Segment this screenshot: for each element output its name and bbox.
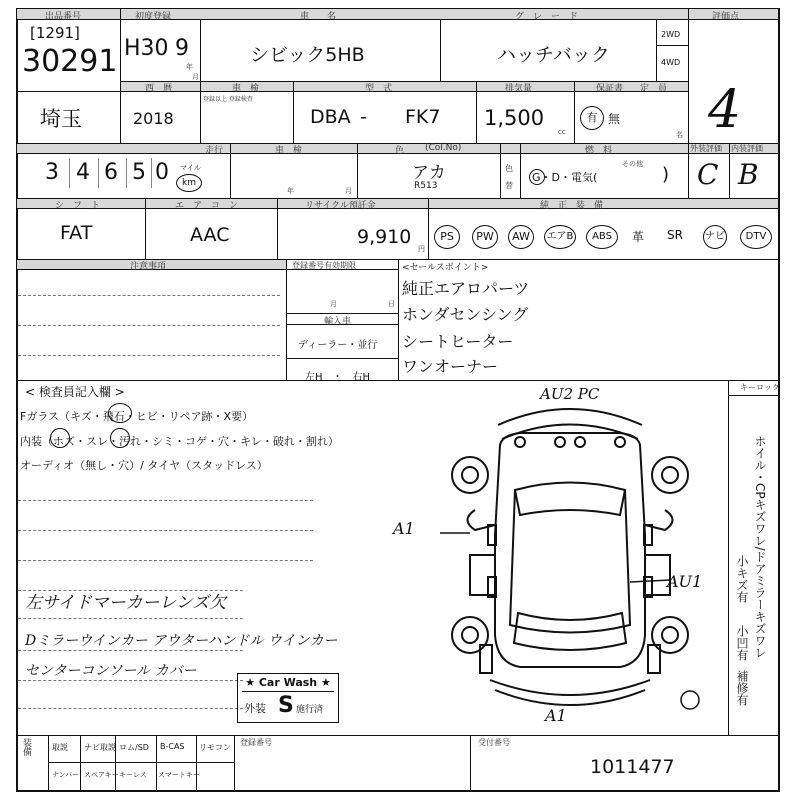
header-seats: 定 員 [640,84,668,94]
first-reg-era: H30 [124,36,169,61]
equipment-ps: PS [434,225,460,249]
header-car-name: 車 名 [300,12,337,22]
header-shift: シ フ ト [55,201,101,211]
header-key: キーロック [740,383,780,392]
header-color-no: (Col.No) [425,143,462,153]
car-diagram [440,395,703,725]
drive-2wd: 2WD [661,30,681,39]
header-inspection: 車 検 [232,84,260,94]
model-prefix: DBA [310,106,351,128]
seats-unit: 名 [676,131,683,139]
header-reg-no: 登録番号 [240,738,272,747]
side-text-main: ホイル・CPキズワレ/ドアミラーキズワレ [753,435,767,659]
reception-number: 1011477 [590,756,675,778]
inspector-line: Fガラス（キズ・飛石・ヒビ・リペア跡・X要） [20,410,254,423]
mileage-digit: 3 [45,160,59,185]
mileage-digit: 5 [132,160,146,185]
mileage-digit: 0 [155,160,169,185]
dirt-mark-circle [110,428,130,448]
header-auction-no: 受付番号 [478,738,510,747]
year-unit: 年 [186,63,193,71]
header-color: 色 [395,146,405,156]
handwritten-note-1: 左サイドマーカーレンズ欠 [25,593,227,613]
header-recycle: リサイクル預託金 [305,201,376,211]
mileage-unit-miles: マイル [180,164,201,172]
region: 埼玉 [40,107,82,131]
equipment-abs: ABS [586,225,618,249]
import-dealer: ディーラー・並行 [298,340,378,351]
inspection-month-unit: 月 [345,187,352,195]
equipment-leather: 革 [632,230,645,244]
side-text-scratch: 小キズ有 [735,555,749,603]
sales-point: ワンオーナー [402,357,499,376]
handwritten-right-mark: AU1 [667,572,703,591]
first-reg-month: 9 [175,36,189,61]
displacement-value: 1,500 [484,106,545,130]
equipment-aw: AW [508,225,534,249]
displacement-unit: cc [558,128,566,136]
fuel-other: その他 [622,160,643,168]
footer-item: B-CAS [160,742,185,751]
color-code: R513 [414,181,438,191]
header-options: 純 正 装 備 [540,201,604,211]
reg-expiry-day: 日 [388,300,395,308]
car-name: シビック5HB [250,44,365,66]
import-steering: 左H ・ 右H [305,372,371,383]
car-wash-grade: S [278,693,294,718]
exterior-score: C [697,158,719,191]
equipment-sr: SR [667,228,683,242]
header-notes: 注意事項 [130,262,167,272]
header-inspector: < 検査員記入欄 > [25,385,125,399]
grade: ハッチバック [497,44,610,66]
footer-item: ナンバー [52,771,80,779]
mileage-digit: 4 [76,160,90,185]
footer-item: スマートキー [158,771,200,779]
inspection-note: 登録以上 登録検査 [203,96,253,103]
interior-score: B [738,158,759,191]
aircon-value: AAC [190,224,230,246]
month-unit: 月 [192,73,199,81]
header-lot-no: 出品番号 [45,12,82,22]
warranty-yes-circle: 有 [580,106,604,130]
header-model: 型 式 [365,84,393,94]
model-code: FK7 [405,106,441,128]
header-first-reg: 初度登録 [135,12,172,22]
header-sales-points: <セールスポイント> [402,263,489,273]
side-text-dent: 小凹有 [735,625,749,661]
color-label-a: 色 [505,164,513,173]
header-vehicle-inspection: 車 検 [275,146,303,156]
sales-point: 純正エアロパーツ [402,279,530,298]
handwritten-front-mark: AU2 PC [540,385,600,403]
shift-value: FAT [60,222,93,244]
scratch-mark-circle [50,428,70,448]
equipment-dtv: DTV [740,225,772,249]
header-aircon: エ ア コ ン [175,201,239,211]
header-warranty: 保証書 [596,84,624,94]
car-wash-title: ★ Car Wash ★ [245,676,331,689]
footer-item: ロム/SD [119,743,149,752]
handwritten-note-3: センターコンソール カバー [25,663,197,679]
reg-expiry-month: 月 [330,300,337,308]
mileage-unit-km: km [176,174,202,192]
header-displacement: 排気量 [505,84,533,94]
recycle-value: 9,910 [357,226,412,248]
footer-item: スペアキー [84,771,119,779]
equipment-pw: PW [472,225,498,249]
lot-number: 30291 [22,44,118,79]
inspector-line: オーディオ（無し・穴）/ タイヤ（スタッドレス） [20,459,268,472]
side-text-repair: 補修有 [735,670,749,706]
warranty-no: 無 [608,112,621,126]
handwritten-note-2: Dミラーウインカー アウターハンドル ウインカー [25,633,338,649]
western-year: 2018 [133,109,174,128]
overall-score: 4 [708,80,742,140]
mileage-digit: 6 [104,160,118,185]
header-score: 評価点 [712,12,740,22]
car-wash-exterior: 外装 [244,702,266,715]
header-interior: 内装評価 [731,144,763,153]
fuel-options: G・D・電気( [532,171,598,184]
fuel-close: ) [662,164,670,185]
car-wash-stamp [237,673,339,723]
equipment-navi: ナビ [703,225,727,249]
lot-code: [1291] [30,24,80,42]
header-import: 輸入車 [324,317,352,327]
footer-item: ナビ取説 [84,743,116,752]
inspection-year-unit: 年 [287,187,294,195]
inspector-line: 内装（ホズ・スレ・汚れ・シミ・コゲ・穴・キレ・破れ・割れ） [20,435,339,448]
header-grade: グ レ ー ド [515,12,579,22]
color-label-b: 替 [505,181,513,190]
header-exterior: 外装評価 [690,144,722,153]
equipment-airbag: エアB [544,225,576,249]
sales-point: シートヒーター [402,332,514,351]
chip-mark-circle [108,403,132,423]
header-reg-expiry: 登録番号有効期限 [292,261,356,270]
footer-item: リモコン [199,743,231,752]
car-wash-done: 施行済 [296,705,324,715]
header-mileage: 走行 [205,146,224,156]
drive-4wd: 4WD [661,58,681,67]
model-dash: - [360,106,367,128]
footer-item: キーレス [119,771,147,779]
sales-point: ホンダセンシング [402,305,529,324]
header-western-year: 西 暦 [145,84,173,94]
handwritten-left-mark: A1 [393,519,415,538]
footer-item: 取説 [52,743,68,752]
header-fuel: 燃 料 [585,146,613,156]
footer-label: 装備 [21,738,31,756]
recycle-unit: 円 [418,245,425,253]
color-name: アカ [412,163,446,183]
handwritten-rear-mark: A1 [545,706,567,725]
